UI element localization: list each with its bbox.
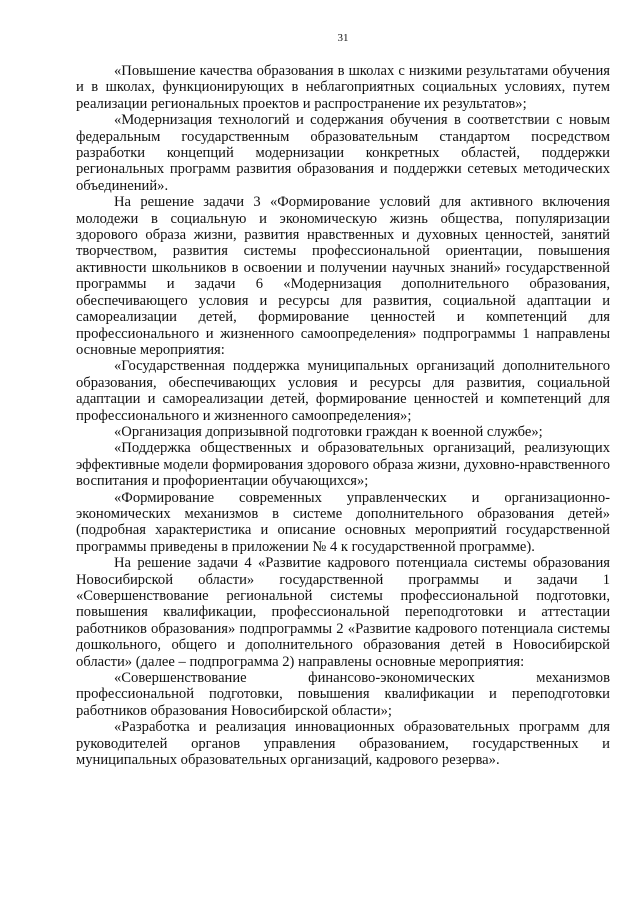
paragraph-10: «Разработка и реализация инновационных образовательных программ для руководителей органов управления образованием, государственных и муниципальных образовательных организаций, кадрового резерва».: [76, 719, 610, 769]
paragraph-7: «Формирование современных управленческих и организационно-экономических механизмов в системе дополнительного образования детей» (подробная характеристика и описание основных мероприятий государственной программы приведены в приложении № 4 к государственной программе).: [76, 489, 610, 555]
paragraph-3: На решение задачи 3 «Формирование условий для активного включения молодежи в социальную и экономическую жизнь общества, популяризации здорового образа жизни, развития нравственных и духовных ценностей, занятий творчеством, развития системы профессиональной ориентации, повышения активности школьников в освоении и получении научных знаний» государственной программы и задачи 6 «Модернизация дополнительного образования, обеспечивающего условия и ресурсы для развития, социальной адаптации и самореализации детей, формирование ценностей и компетенций для профессионального и жизненного самоопределения» подпрограммы 1 направлены основные мероприятия:: [76, 194, 610, 358]
paragraph-2: «Модернизация технологий и содержания обучения в соответствии с новым федеральным государственным образовательным стандартом посредством разработки концепций модернизации конкретных областей, поддержки региональных программ развития образования и поддержки сетевых методических объединений».: [76, 112, 610, 194]
paragraph-1: «Повышение качества образования в школах с низкими результатами обучения и в школах, функционирующих в неблагоприятных социальных условиях, путем реализации региональных проектов и распространение их результатов»;: [76, 63, 610, 112]
paragraph-8: На решение задачи 4 «Развитие кадрового потенциала системы образования Новосибирской области» государственной программы и задачи 1 «Совершенствование региональной системы профессиональной подготовки, повышения квалификации, профессиональной переподготовки и аттестации работников образования» подпрограммы 2 «Развитие кадрового потенциала системы дошкольного, общего и дополнительного образования детей в Новосибирской области» (далее – подпрограмма 2) направлены основные мероприятия:: [76, 555, 610, 670]
document-page: [76, 0, 610, 905]
paragraph-5: «Организация допризывной подготовки граждан к военной службе»;: [114, 423, 543, 440]
page-number: 31: [337, 32, 349, 44]
document-body: [76, 63, 610, 768]
paragraph-4: «Государственная поддержка муниципальных организаций дополнительного образования, обеспечивающих условия и ресурсы для развития, социальной адаптации и самореализации детей, формирование ценностей и компетенций для профессионального и жизненного самоопределения»;: [76, 358, 610, 424]
paragraph-6: «Поддержка общественных и образовательных организаций, реализующих эффективные модели формирования здорового образа жизни, духовно-нравственного воспитания и профориентации обучающихся»;: [76, 440, 610, 490]
paragraph-9: «Совершенствование финансово-экономических механизмов профессиональной подготовки, повышения квалификации и переподготовки работников образования Новосибирской области»;: [76, 670, 610, 719]
